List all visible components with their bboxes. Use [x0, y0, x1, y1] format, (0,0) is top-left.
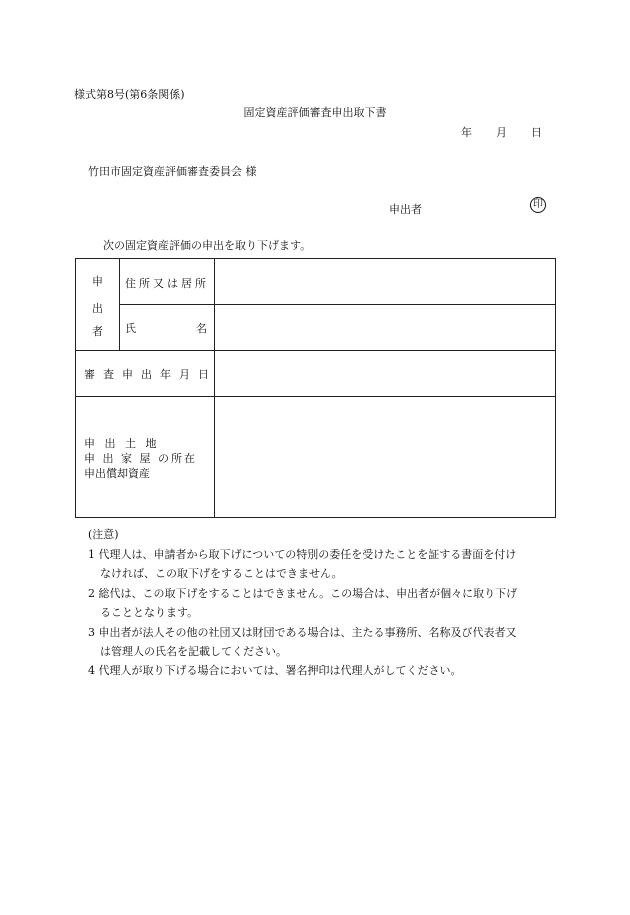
- applicant-group-char: 申: [92, 275, 103, 288]
- applicant-label: 申出者: [389, 203, 422, 216]
- address-label: 住所又は居所: [125, 277, 209, 290]
- applicant-group-char: 者: [92, 325, 103, 338]
- date-line: [461, 124, 542, 140]
- address-value[interactable]: [215, 259, 555, 304]
- name-value[interactable]: [215, 305, 555, 350]
- date-year: 年: [461, 126, 472, 139]
- addressee: 竹田市固定資産評価審査委員会 様: [88, 165, 257, 178]
- table-divider: [119, 259, 120, 350]
- document-title: 固定資産評価審査申出取下書: [243, 106, 387, 119]
- property-label: 申 出 土 地: [84, 437, 160, 450]
- applicant-group-char: 出: [92, 302, 103, 315]
- property-label: 申 出 家 屋 の所在: [84, 452, 197, 465]
- date-month: 月: [496, 126, 507, 139]
- review-date-value[interactable]: [215, 351, 555, 396]
- name-label: [125, 320, 207, 336]
- name-label-char: 氏: [125, 322, 136, 335]
- intro-text: 次の固定資産評価の申出を取り下げます。: [103, 239, 312, 252]
- seal-mark: 印: [530, 197, 546, 213]
- note-line: 3 申出者が法人その他の社団又は財団である場合は、主たる事務所、名称及び代表者又: [88, 626, 517, 639]
- property-location-value[interactable]: [215, 397, 555, 517]
- note-line: 2 総代は、この取下げをすることはできません。この場合は、申出者が個々に取り下げ: [88, 587, 518, 600]
- note-line: 1 代理人は、申請者から取下げについての特別の委任を受けたことを証する書面を付け: [88, 548, 517, 561]
- notes-heading: (注意): [88, 528, 119, 541]
- withdrawal-form-table: [75, 258, 556, 518]
- note-line: なければ、この取下げをすることはできません。: [100, 567, 343, 580]
- property-label: 申出償却資産: [84, 467, 150, 480]
- form-number: 様式第8号(第6条関係): [74, 88, 185, 101]
- review-date-label: 審査申出年月日: [84, 368, 217, 381]
- note-line: は管理人の氏名を記載してください。: [100, 645, 287, 658]
- note-line: ることとなります。: [100, 606, 199, 619]
- name-label-char: 名: [196, 322, 207, 335]
- note-line: 4 代理人が取り下げる場合においては、署名押印は代理人がしてください。: [88, 664, 462, 677]
- date-day: 日: [531, 126, 542, 139]
